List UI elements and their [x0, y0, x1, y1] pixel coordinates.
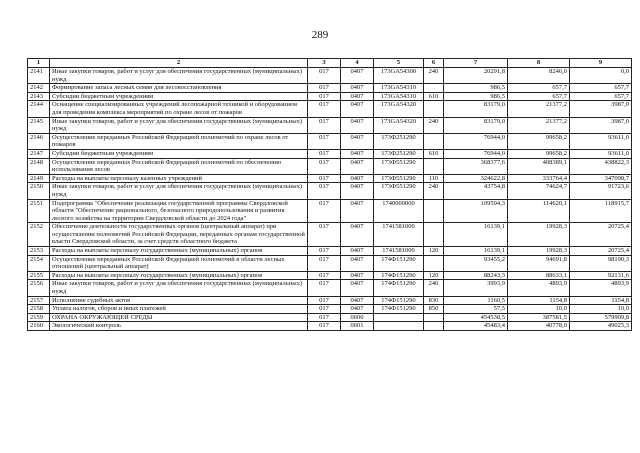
table-body — [28, 68, 632, 331]
table-row — [28, 84, 632, 93]
target-article-cell: 173Ф251290 — [374, 133, 424, 149]
amount-year1-cell: 93455,2 — [444, 255, 508, 271]
section-code-cell: 0407 — [341, 92, 374, 101]
table-row — [28, 117, 632, 133]
target-article-cell: 174Ф151290 — [374, 280, 424, 296]
section-code-cell: 0407 — [341, 199, 374, 223]
header-cell: 9 — [570, 59, 632, 68]
ministry-code-cell: 017 — [308, 305, 341, 314]
amount-year2-cell: 21377,2 — [508, 117, 570, 133]
amount-year1-cell: 986,5 — [444, 92, 508, 101]
amount-year2-cell: 74624,7 — [508, 183, 570, 199]
amount-year1-cell: 43754,8 — [444, 183, 508, 199]
table-row — [28, 199, 632, 223]
amount-year1-cell: 76944,0 — [444, 149, 508, 158]
amount-year1-cell: 76944,0 — [444, 133, 508, 149]
item-name-cell: Субсидии бюджетным учреждениям — [50, 149, 308, 158]
amount-year2-cell: 8246,0 — [508, 68, 570, 84]
expense-type-cell — [424, 255, 444, 271]
header-row — [28, 59, 632, 68]
table-row — [28, 158, 632, 174]
expense-type-cell — [424, 158, 444, 174]
row-number-cell: 2146 — [28, 133, 50, 149]
section-code-cell: 0407 — [341, 174, 374, 183]
expense-type-cell: 120 — [424, 271, 444, 280]
table-row — [28, 271, 632, 280]
amount-year2-cell: 657,7 — [508, 84, 570, 93]
item-name-cell: Формирование запаса лесных семян для лесовосстановления — [50, 84, 308, 93]
ministry-code-cell: 017 — [308, 296, 341, 305]
item-name-cell: Иные закупки товаров, работ и услуг для обеспечения государственных (муниципальных) нужд — [50, 68, 308, 84]
ministry-code-cell: 017 — [308, 158, 341, 174]
item-name-cell: Экологический контроль — [50, 322, 308, 331]
item-name-cell: Субсидии бюджетным учреждениям — [50, 92, 308, 101]
item-name-cell: Исполнение судебных актов — [50, 296, 308, 305]
amount-year2-cell: 21377,2 — [508, 101, 570, 117]
target-article-cell — [374, 313, 424, 322]
expense-type-cell — [424, 322, 444, 331]
row-number-cell: 2144 — [28, 101, 50, 117]
amount-year2-cell: 19928,3 — [508, 247, 570, 256]
item-name-cell: Иные закупки товаров, работ и услуг для обеспечения государственных (муниципальных) нужд — [50, 183, 308, 199]
ministry-code-cell: 017 — [308, 84, 341, 93]
target-article-cell: 173GA54310 — [374, 84, 424, 93]
expense-type-cell: 120 — [424, 247, 444, 256]
target-article-cell: 1741581000 — [374, 247, 424, 256]
amount-year1-cell: 16139,1 — [444, 223, 508, 247]
ministry-code-cell: 017 — [308, 271, 341, 280]
section-code-cell: 0407 — [341, 223, 374, 247]
row-number-cell: 2160 — [28, 322, 50, 331]
ministry-code-cell: 017 — [308, 92, 341, 101]
expense-type-cell: 240 — [424, 183, 444, 199]
amount-year3-cell: 3987,0 — [570, 117, 632, 133]
target-article-cell: 173GA54310 — [374, 92, 424, 101]
header-cell: 4 — [341, 59, 374, 68]
amount-year2-cell: 387581,5 — [508, 313, 570, 322]
amount-year3-cell: 657,7 — [570, 84, 632, 93]
row-number-cell: 2145 — [28, 117, 50, 133]
header-cell: 5 — [374, 59, 424, 68]
amount-year3-cell: 20725,4 — [570, 247, 632, 256]
ministry-code-cell: 017 — [308, 280, 341, 296]
item-name-cell: Расходы на выплаты персоналу казенных учреждений — [50, 174, 308, 183]
ministry-code-cell: 017 — [308, 101, 341, 117]
expense-type-cell — [424, 313, 444, 322]
amount-year3-cell: 92131,6 — [570, 271, 632, 280]
amount-year2-cell: 657,7 — [508, 92, 570, 101]
target-article-cell: 173GA54300 — [374, 68, 424, 84]
amount-year1-cell: 986,5 — [444, 84, 508, 93]
expense-type-cell: 610 — [424, 149, 444, 158]
item-name-cell: Расходы на выплаты персоналу государственных (муниципальных) органов — [50, 247, 308, 256]
header-cell: 1 — [28, 59, 50, 68]
expense-type-cell — [424, 84, 444, 93]
table-row — [28, 101, 632, 117]
section-code-cell: 0407 — [341, 149, 374, 158]
row-number-cell: 2143 — [28, 92, 50, 101]
target-article-cell: 174Ф151290 — [374, 271, 424, 280]
table-row — [28, 174, 632, 183]
amount-year3-cell: 98190,3 — [570, 255, 632, 271]
amount-year3-cell: 10,0 — [570, 305, 632, 314]
item-name-cell: Оснащение специализированных учреждений лесопожарной техникой и оборудованием для проведения комплекса мероприятий по охране лесов от пожаров — [50, 101, 308, 117]
target-article-cell: 174Ф151290 — [374, 305, 424, 314]
amount-year2-cell: 40778,0 — [508, 322, 570, 331]
row-number-cell: 2155 — [28, 271, 50, 280]
row-number-cell: 2159 — [28, 313, 50, 322]
amount-year1-cell: 3993,9 — [444, 280, 508, 296]
table-row — [28, 133, 632, 149]
amount-year3-cell: 20725,4 — [570, 223, 632, 247]
target-article-cell: 173Ф551290 — [374, 174, 424, 183]
table-row — [28, 305, 632, 314]
expense-type-cell: 240 — [424, 117, 444, 133]
expense-type-cell: 610 — [424, 92, 444, 101]
amount-year1-cell: 20291,8 — [444, 68, 508, 84]
target-article-cell: 174Ф151290 — [374, 296, 424, 305]
ministry-code-cell: 017 — [308, 68, 341, 84]
item-name-cell: Иные закупки товаров, работ и услуг для обеспечения государственных (муниципальных) нужд — [50, 280, 308, 296]
amount-year2-cell: 19928,3 — [508, 223, 570, 247]
section-code-cell: 0407 — [341, 158, 374, 174]
table-row — [28, 280, 632, 296]
expense-type-cell — [424, 133, 444, 149]
target-article-cell: 173GA54320 — [374, 117, 424, 133]
amount-year3-cell: 579909,8 — [570, 313, 632, 322]
amount-year2-cell: 99658,2 — [508, 149, 570, 158]
target-article-cell: 173Ф551290 — [374, 183, 424, 199]
row-number-cell: 2158 — [28, 305, 50, 314]
amount-year2-cell: 333764,4 — [508, 174, 570, 183]
expense-type-cell: 240 — [424, 280, 444, 296]
section-code-cell: 0407 — [341, 117, 374, 133]
section-code-cell: 0601 — [341, 322, 374, 331]
header-cell: 3 — [308, 59, 341, 68]
target-article-cell — [374, 322, 424, 331]
amount-year3-cell: 49025,3 — [570, 322, 632, 331]
item-name-cell: Осуществление переданных Российской Федерацией полномочий по охране лесов от пожаров — [50, 133, 308, 149]
amount-year2-cell: 10,0 — [508, 305, 570, 314]
target-article-cell: 1740000000 — [374, 199, 424, 223]
amount-year3-cell: 4893,9 — [570, 280, 632, 296]
expense-type-cell: 830 — [424, 296, 444, 305]
header-cell: 6 — [424, 59, 444, 68]
row-number-cell: 2152 — [28, 223, 50, 247]
amount-year3-cell: 118915,7 — [570, 199, 632, 223]
header-cell: 2 — [50, 59, 308, 68]
amount-year2-cell: 88633,1 — [508, 271, 570, 280]
row-number-cell: 2141 — [28, 68, 50, 84]
ministry-code-cell: 017 — [308, 255, 341, 271]
row-number-cell: 2151 — [28, 199, 50, 223]
ministry-code-cell: 017 — [308, 313, 341, 322]
amount-year1-cell: 454538,5 — [444, 313, 508, 322]
row-number-cell: 2142 — [28, 84, 50, 93]
section-code-cell: 0407 — [341, 133, 374, 149]
amount-year3-cell: 347098,7 — [570, 174, 632, 183]
row-number-cell: 2156 — [28, 280, 50, 296]
row-number-cell: 2153 — [28, 247, 50, 256]
table-row — [28, 313, 632, 322]
item-name-cell: Уплата налогов, сборов и иных платежей — [50, 305, 308, 314]
table-row — [28, 92, 632, 101]
table-row — [28, 296, 632, 305]
table-row — [28, 223, 632, 247]
ministry-code-cell: 017 — [308, 133, 341, 149]
amount-year1-cell: 45483,4 — [444, 322, 508, 331]
section-code-cell: 0407 — [341, 68, 374, 84]
expense-type-cell — [424, 223, 444, 247]
expense-type-cell: 110 — [424, 174, 444, 183]
amount-year3-cell: 91723,6 — [570, 183, 632, 199]
section-code-cell: 0407 — [341, 305, 374, 314]
row-number-cell: 2149 — [28, 174, 50, 183]
amount-year3-cell: 0,0 — [570, 68, 632, 84]
target-article-cell: 173Ф551290 — [374, 158, 424, 174]
table-row — [28, 255, 632, 271]
amount-year1-cell: 57,5 — [444, 305, 508, 314]
expense-type-cell — [424, 101, 444, 117]
row-number-cell: 2150 — [28, 183, 50, 199]
budget-table — [27, 58, 632, 331]
amount-year2-cell: 4893,9 — [508, 280, 570, 296]
header-cell: 8 — [508, 59, 570, 68]
amount-year2-cell: 1154,8 — [508, 296, 570, 305]
amount-year2-cell: 114620,1 — [508, 199, 570, 223]
amount-year1-cell: 83179,0 — [444, 101, 508, 117]
amount-year3-cell: 3987,0 — [570, 101, 632, 117]
amount-year1-cell: 368377,6 — [444, 158, 508, 174]
page-number: 289 — [311, 29, 329, 41]
amount-year1-cell: 16139,1 — [444, 247, 508, 256]
target-article-cell: 1741581000 — [374, 223, 424, 247]
header-cell: 7 — [444, 59, 508, 68]
section-code-cell: 0407 — [341, 296, 374, 305]
target-article-cell: 173GA54320 — [374, 101, 424, 117]
row-number-cell: 2147 — [28, 149, 50, 158]
ministry-code-cell: 017 — [308, 174, 341, 183]
row-number-cell: 2148 — [28, 158, 50, 174]
table-row — [28, 68, 632, 84]
section-code-cell: 0407 — [341, 255, 374, 271]
row-number-cell: 2154 — [28, 255, 50, 271]
ministry-code-cell: 017 — [308, 322, 341, 331]
amount-year2-cell: 99658,2 — [508, 133, 570, 149]
amount-year1-cell: 109594,3 — [444, 199, 508, 223]
amount-year1-cell: 1160,5 — [444, 296, 508, 305]
ministry-code-cell: 017 — [308, 199, 341, 223]
expense-type-cell — [424, 199, 444, 223]
amount-year3-cell: 93611,0 — [570, 149, 632, 158]
ministry-code-cell: 017 — [308, 183, 341, 199]
amount-year3-cell: 1154,8 — [570, 296, 632, 305]
section-code-cell: 0407 — [341, 101, 374, 117]
section-code-cell: 0407 — [341, 84, 374, 93]
target-article-cell: 174Ф151290 — [374, 255, 424, 271]
item-name-cell: Обеспечение деятельности государственных органов (центральный аппарат) при осуществлении полномочий Российской Федерации, переданных органам государственной власти Свердловской области, за счет средств областного бюджета — [50, 223, 308, 247]
ministry-code-cell: 017 — [308, 247, 341, 256]
section-code-cell: 0407 — [341, 247, 374, 256]
amount-year1-cell: 83179,0 — [444, 117, 508, 133]
item-name-cell: Подпрограмма "Обеспечение реализации государственной программы Свердловской области "Обеспечение рационального, безопасного природопользования и развития лесного хозяйства на территории Свердловской области до 2024 года" — [50, 199, 308, 223]
expense-type-cell: 850 — [424, 305, 444, 314]
amount-year3-cell: 438822,3 — [570, 158, 632, 174]
item-name-cell: Осуществление переданных Российской Федерацией полномочий по обеспечению использования лесов — [50, 158, 308, 174]
amount-year3-cell: 93611,0 — [570, 133, 632, 149]
amount-year1-cell: 88243,3 — [444, 271, 508, 280]
table-row — [28, 322, 632, 331]
section-code-cell: 0407 — [341, 280, 374, 296]
section-code-cell: 0600 — [341, 313, 374, 322]
amount-year2-cell: 94691,8 — [508, 255, 570, 271]
expense-type-cell: 240 — [424, 68, 444, 84]
section-code-cell: 0407 — [341, 183, 374, 199]
item-name-cell: ОХРАНА ОКРУЖАЮЩЕЙ СРЕДЫ — [50, 313, 308, 322]
amount-year3-cell: 657,7 — [570, 92, 632, 101]
item-name-cell: Расходы на выплаты персоналу государственных (муниципальных) органов — [50, 271, 308, 280]
item-name-cell: Осуществление переданных Российской Федерацией полномочий в области лесных отношений (центральный аппарат) — [50, 255, 308, 271]
table-row — [28, 149, 632, 158]
ministry-code-cell: 017 — [308, 223, 341, 247]
ministry-code-cell: 017 — [308, 149, 341, 158]
table-row — [28, 247, 632, 256]
table-row — [28, 183, 632, 199]
amount-year2-cell: 408389,1 — [508, 158, 570, 174]
ministry-code-cell: 017 — [308, 117, 341, 133]
section-code-cell: 0407 — [341, 271, 374, 280]
item-name-cell: Иные закупки товаров, работ и услуг для обеспечения государственных (муниципальных) нужд — [50, 117, 308, 133]
amount-year1-cell: 324622,8 — [444, 174, 508, 183]
target-article-cell: 173Ф251290 — [374, 149, 424, 158]
row-number-cell: 2157 — [28, 296, 50, 305]
